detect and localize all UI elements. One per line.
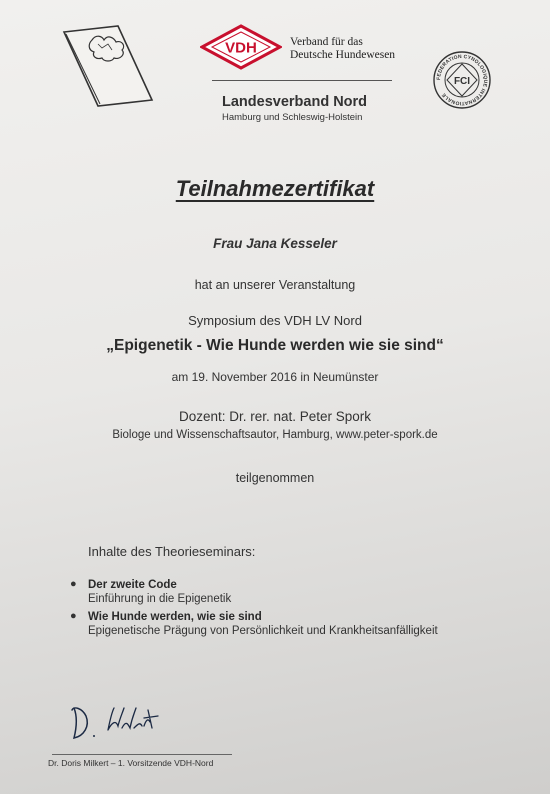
signature-line: [52, 754, 232, 755]
vdh-organization-name: [290, 36, 395, 62]
fci-seal-logo: [432, 50, 492, 110]
lecturer-bio: Biologe und Wissenschaftsautor, Hamburg, www.peter-spork.de: [112, 429, 438, 441]
list-item: [68, 578, 508, 606]
certificate-title: Teilnahmezertifikat: [175, 176, 375, 201]
vdh-abbr: VDH: [225, 39, 257, 57]
contents-heading: Inhalte des Theorieseminars:: [88, 544, 256, 559]
handwritten-signature: [64, 700, 174, 744]
header-divider: [212, 80, 392, 81]
region-map-logo: [58, 22, 156, 108]
bullet-icon: ●: [70, 610, 77, 622]
bullet-icon: ●: [70, 578, 77, 590]
event-date-place: am 19. November 2016 in Neumünster: [171, 370, 379, 384]
fci-ring-text: FEDERATION CYNOLOGIQUE INTERNATIONALE: [435, 53, 489, 107]
vdh-logo: [200, 24, 282, 70]
signature-caption: Dr. Doris Milkert – 1. Vorsitzende VDH-Nord: [48, 758, 214, 768]
region-title: Landesverband Nord: [222, 94, 368, 110]
participation-statement: teilgenommen: [235, 471, 315, 485]
vdh-org-line1: Verband für das: [290, 36, 363, 48]
contents-list: [68, 578, 508, 642]
symposium-topic: „Epigenetik - Wie Hunde werden wie sie sind“: [106, 337, 444, 354]
vdh-org-line2: Deutsche Hundewesen: [290, 49, 396, 61]
contents-item-title: Wie Hunde werden, wie sie sind: [88, 611, 262, 623]
contents-item-title: Der zweite Code: [88, 579, 177, 591]
lecturer-name: Dozent: Dr. rer. nat. Peter Spork: [178, 409, 372, 424]
contents-item-subtitle: Epigenetische Prägung von Persönlichkeit und Krankheitsanfälligkeit: [88, 625, 438, 637]
recipient-name: Frau Jana Kesseler: [213, 236, 337, 251]
event-intro: hat an unserer Veranstaltung: [194, 278, 356, 292]
contents-item-subtitle: Einführung in die Epigenetik: [88, 593, 232, 605]
region-subtitle: Hamburg und Schleswig-Holstein: [222, 112, 363, 123]
list-item: [68, 610, 508, 638]
fci-abbr: FCI: [453, 76, 471, 87]
symposium-name: Symposium des VDH LV Nord: [188, 313, 362, 328]
